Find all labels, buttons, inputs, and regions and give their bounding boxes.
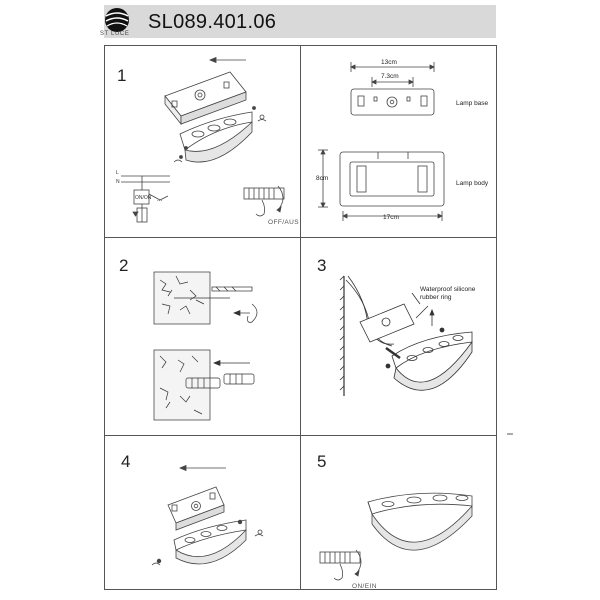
step-number-2: 2 (119, 256, 129, 275)
step-number-4: 4 (121, 452, 131, 471)
on-label: ON/EIN (352, 583, 377, 590)
panel-3-illustration (340, 276, 472, 396)
dim-width-inner: 7.3cm (381, 73, 399, 80)
mains-n-label: N (116, 179, 120, 185)
ellipsis-label: ... (157, 196, 163, 203)
lamp-base-drawing (351, 89, 434, 115)
step-number-1: 1 (117, 66, 127, 85)
brand-name: ST LUCE (100, 31, 130, 37)
lamp-body-label: Lamp body (456, 180, 489, 187)
screw-icon (258, 530, 262, 534)
lamp-body-drawing (340, 152, 444, 206)
dimensions-illustration (318, 62, 444, 221)
dim-length: 17cm (383, 214, 399, 221)
screw-icon (440, 328, 444, 332)
silicone-note-line-1: Waterproof silicone (420, 286, 476, 293)
model-number: SL089.401.06 (148, 11, 277, 33)
step-number-3: 3 (317, 256, 327, 275)
screw-icon (185, 147, 188, 150)
panel-2-illustration (154, 272, 257, 420)
screw-icon (157, 559, 161, 563)
screw-icon (260, 115, 264, 119)
screw-icon (238, 520, 242, 524)
wall-plug-icon (224, 374, 254, 384)
dim-height: 8cm (316, 175, 329, 182)
rotate-arrow-icon (278, 186, 283, 210)
silicone-note-line-2: rubber ring (420, 294, 452, 301)
panel-5-illustration (320, 493, 472, 580)
mains-l-label: L (116, 170, 119, 176)
screw-icon (386, 364, 390, 368)
switch-label: ON/ON (135, 195, 152, 201)
lamp-base-label: Lamp base (456, 100, 489, 107)
off-label: OFF/AUS (268, 219, 299, 226)
panel-4-illustration (152, 466, 263, 566)
step-number-5: 5 (317, 452, 327, 471)
wall-texture (154, 350, 210, 420)
dim-width-outer: 13cm (381, 59, 397, 66)
